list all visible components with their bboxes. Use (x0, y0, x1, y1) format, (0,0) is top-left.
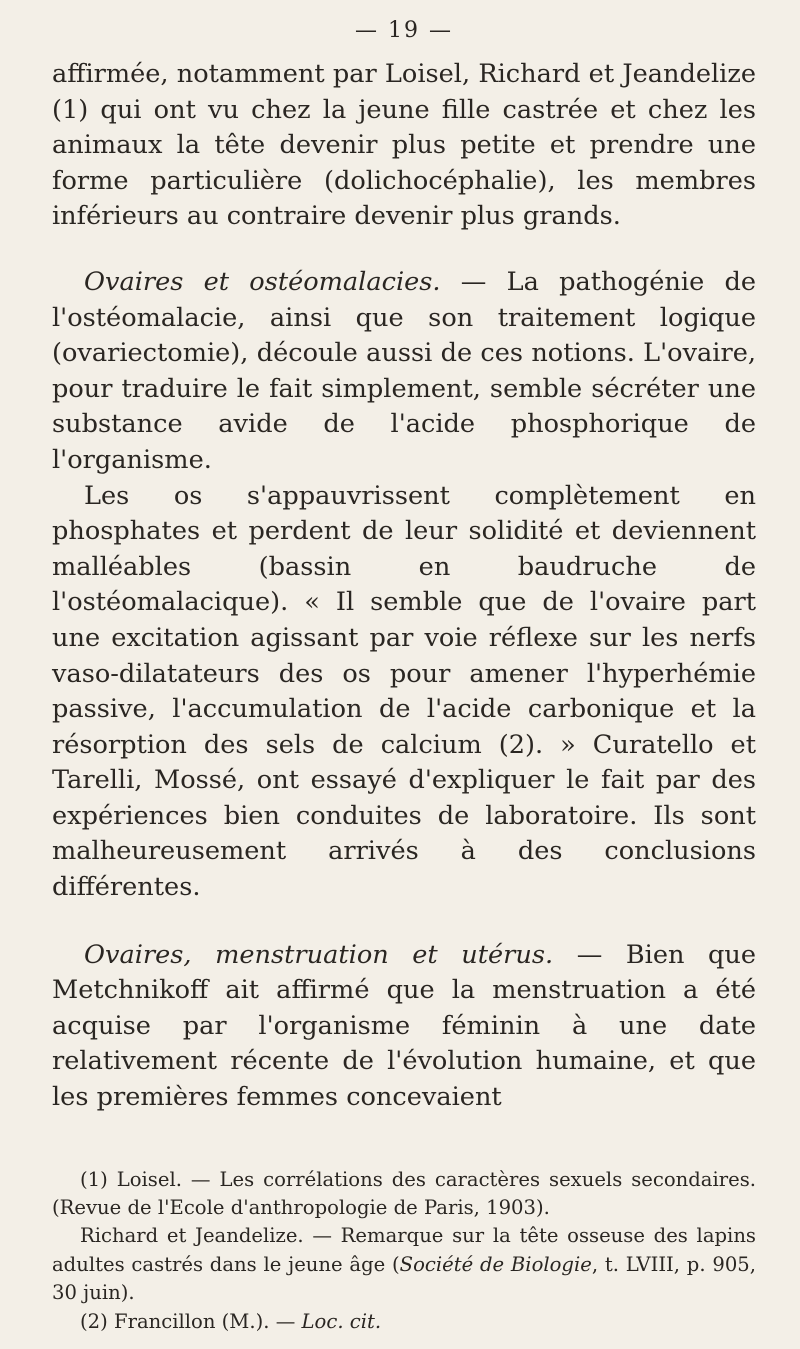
section-heading-ostéomalacies: Ovaires et ostéomalacies. (84, 266, 441, 297)
paragraph-1-text: affirmée, notamment par Loisel, Richard et Jeandelize (1) qui ont vu chez la jeune fille castrée et chez les animaux la tête devenir plus petite et prendre une forme particulière (dolichocéphalie), les membres inférieurs au contraire devenir plus grands. (52, 59, 756, 232)
footnote-1b-journal: Société de Biologie (399, 1252, 592, 1276)
footnote-2-loc-cit: Loc. cit. (301, 1309, 382, 1333)
footnote-1b (52, 1222, 756, 1307)
paragraph-1 (52, 57, 756, 235)
paragraph-2 (52, 265, 756, 479)
footnote-2 (52, 1308, 756, 1336)
paragraph-3 (52, 479, 756, 906)
footnote-1b-text: Richard et Jeandelize. — Remarque sur la tête osseuse des lapins adultes castrés dans le jeune âge ( (52, 1224, 756, 1276)
main-text (52, 57, 756, 1116)
paragraph-4-text: — Bien que Metchnikoff ait affirmé que la menstruation a été acquise par l'organisme féminin à une date relativement récente de l'évolution humaine, et que les premières femmes concevaient (52, 939, 757, 1113)
paragraph-3-text: Les os s'appauvrissent complètement en phosphates et perdent de leur solidité et deviennent malléables (bassin en baudruche de l'ostéomalacique). « Il semble que de l'ovaire part une excitation agissant par voie réflexe sur les nerfs vaso-dilatateurs des os pour amener l'hyperhémie passive, l'accumulation de l'acide carbonique et la résorption des sels de calcium (2). » Curatello et Tarelli, Mossé, ont essayé d'expliquer le fait par des expériences bien conduites de laboratoire. Ils sont malheureusement arrivés à des conclusions différentes. (52, 480, 756, 903)
footnote-2-text: (2) Francillon (M.). — (80, 1309, 302, 1333)
section-heading-menstruation: Ovaires, menstruation et utérus. (84, 939, 554, 970)
footnote-1a: (1) Loisel. — Les corrélations des caractères sexuels secondaires. (Revue de l'Ecole d'anthropologie de Paris, 1903). (52, 1167, 756, 1220)
paragraph-2-text: — La pathogénie de l'ostéomalacie, ainsi que son traitement logique (ovariectomie), découle aussi de ces notions. L'ovaire, pour traduire le fait simplement, semble sécréter une substance avide de l'acide phosphorique de l'organisme. (52, 266, 756, 475)
paragraph-4 (52, 938, 756, 1116)
footnotes (52, 1166, 756, 1336)
page-number: — 19 — (355, 18, 453, 43)
footnote-1b-ref: , t. LVIII, p. 905, 30 juin). (52, 1252, 756, 1305)
